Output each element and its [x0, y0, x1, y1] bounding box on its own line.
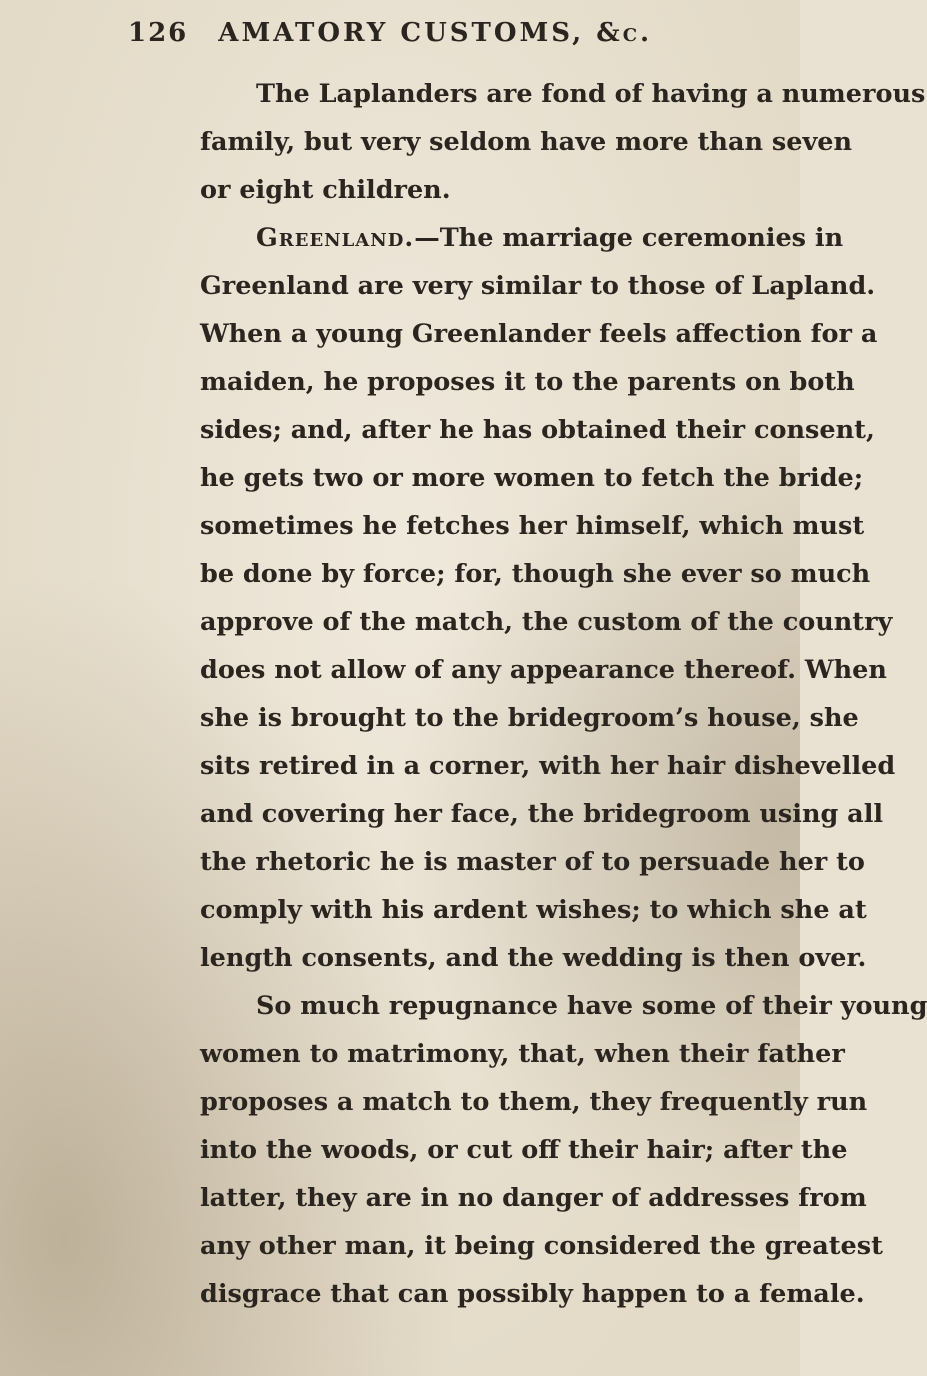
- text-line: The Laplanders are fond of having a numerous: [256, 79, 926, 109]
- text-line: or eight children.: [200, 175, 451, 205]
- text-line: approve of the match, the custom of the country: [200, 607, 893, 637]
- body-text: [200, 70, 927, 1318]
- text-line: she is brought to the bridegroom’s house, she: [200, 703, 859, 733]
- text-line: When a young Greenlander feels affection for a: [200, 319, 878, 349]
- text-line: family, but very seldom have more than seven: [200, 127, 853, 157]
- text-line: [200, 214, 844, 262]
- text-line: latter, they are in no danger of addresses from: [200, 1183, 867, 1213]
- text-line: women to matrimony, that, when their father: [200, 1039, 845, 1069]
- text-fragment: —The marriage ceremonies in: [414, 223, 844, 253]
- text-line: and covering her face, the bridegroom using all: [200, 799, 884, 829]
- text-line: length consents, and the wedding is then over.: [200, 943, 867, 973]
- text-line: the rhetoric he is master of to persuade her to: [200, 847, 865, 877]
- text-line: he gets two or more women to fetch the bride;: [200, 463, 864, 493]
- paragraph-laplanders: [200, 70, 926, 214]
- text-line: sometimes he fetches her himself, which must: [200, 511, 865, 541]
- section-heading: Greenland.: [256, 223, 415, 253]
- text-line: disgrace that can possibly happen to a female.: [200, 1279, 865, 1309]
- text-line: maiden, he proposes it to the parents on both: [200, 367, 855, 397]
- text-line: sits retired in a corner, with her hair dishevelled: [200, 751, 896, 781]
- paragraph-repugnance: [200, 982, 927, 1318]
- paragraph-greenland: [200, 214, 896, 982]
- page-header: [128, 18, 728, 48]
- text-line: any other man, it being considered the greatest: [200, 1231, 883, 1261]
- text-line: sides; and, after he has obtained their consent,: [200, 415, 875, 445]
- page-number: 126: [128, 18, 189, 48]
- text-line: into the woods, or cut off their hair; after the: [200, 1135, 848, 1165]
- text-line: Greenland are very similar to those of Lapland.: [200, 271, 876, 301]
- text-line: proposes a match to them, they frequently run: [200, 1087, 868, 1117]
- text-line: comply with his ardent wishes; to which she at: [200, 895, 867, 925]
- text-line: So much repugnance have some of their young: [256, 991, 927, 1021]
- running-title: AMATORY CUSTOMS, &c.: [218, 18, 653, 48]
- text-line: does not allow of any appearance thereof. When: [200, 655, 887, 685]
- text-line: be done by force; for, though she ever so much: [200, 559, 871, 589]
